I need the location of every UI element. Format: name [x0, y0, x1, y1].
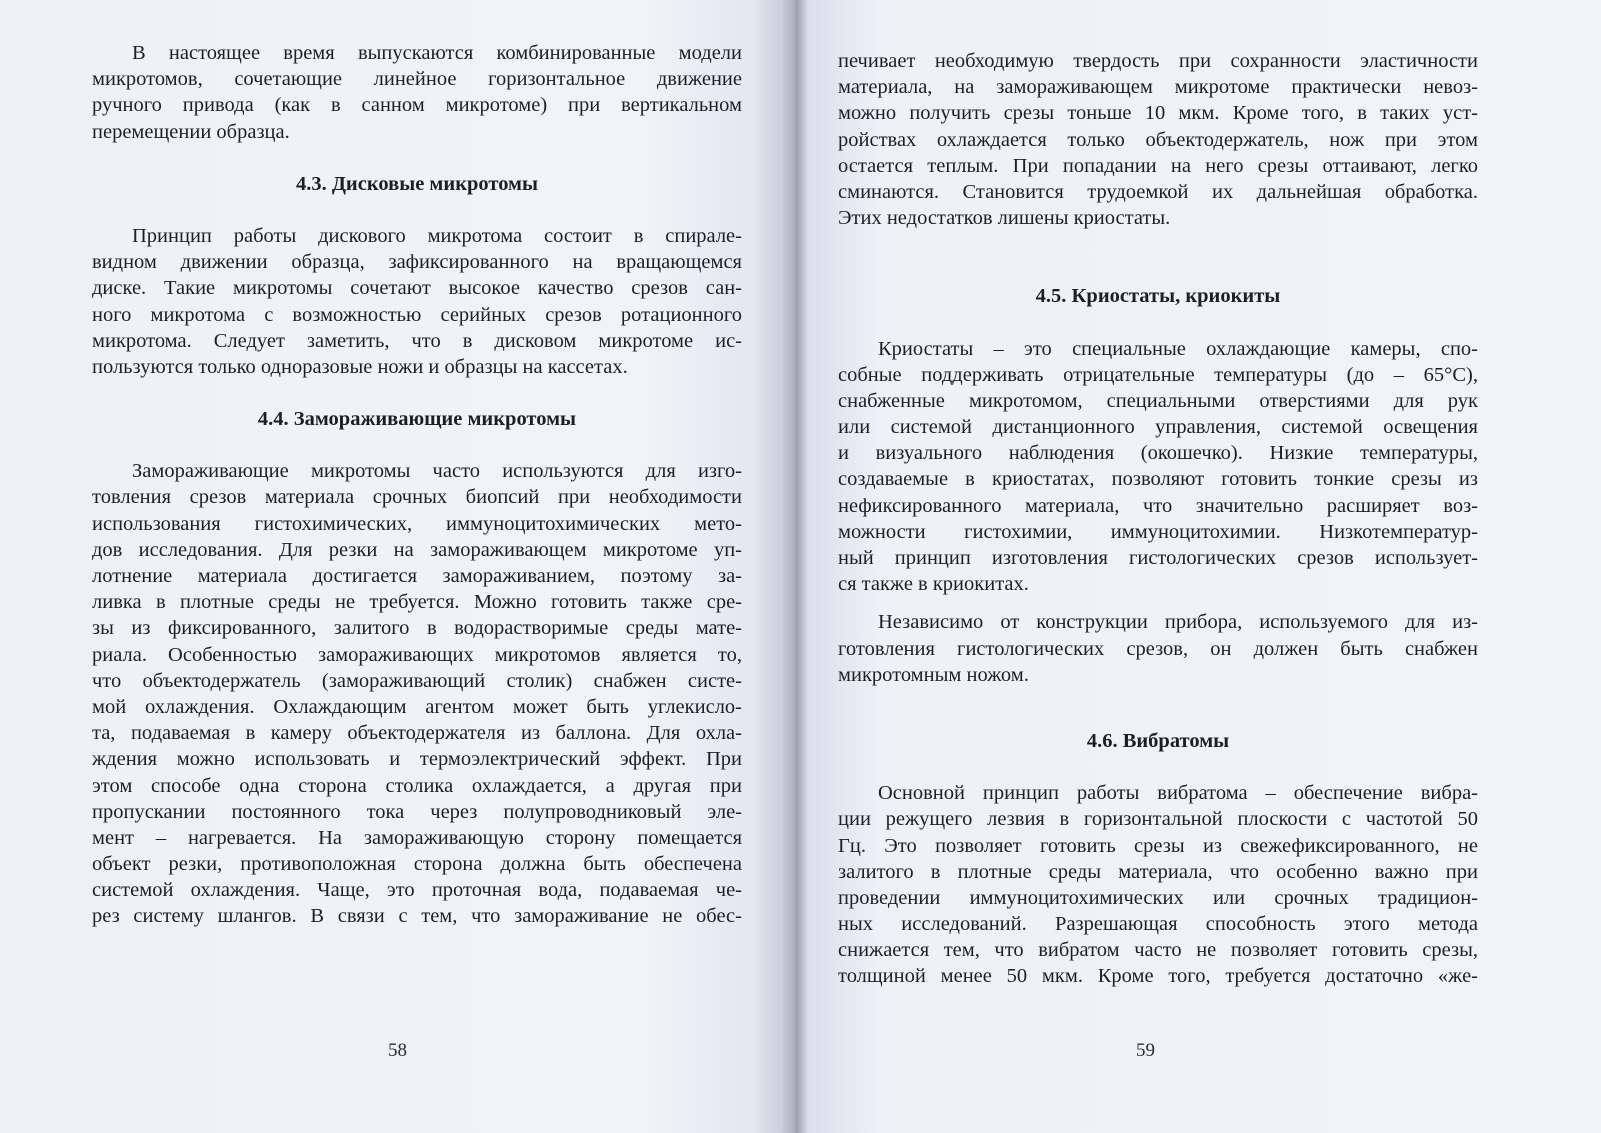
- section-heading: 4.4. Замораживающие микротомы: [257, 408, 577, 431]
- text-line: риала. Особенностью замораживающих микротомов является то,: [92, 643, 742, 666]
- paragraph: [838, 609, 1478, 688]
- text-line: снижается тем, что вибратом часто не позволяет готовить срезы,: [838, 939, 1478, 962]
- text-line: товления срезов материала срочных биопсий при необходимости: [92, 486, 742, 509]
- text-line: видном движении образца, зафиксированного на вращающемся: [92, 251, 742, 274]
- text-line: пропускании постоянного тока через полупроводниковый эле-: [92, 800, 742, 823]
- text-line: мент – нагревается. На замораживающую сторону помещается: [92, 826, 742, 849]
- text-line: микротомов, сочетающие линейное горизонтальное движение: [92, 68, 742, 91]
- text-line: нефиксированного материала, что значительно расширяет воз-: [838, 494, 1478, 517]
- text-line: или системой дистанционного управления, системой освещения: [838, 416, 1478, 439]
- text-line: готовления гистологических срезов, он должен быть снабжен: [838, 637, 1478, 660]
- text-line: Основной принцип работы вибратома – обеспечение вибра-: [878, 782, 1478, 805]
- text-line: ся также в криокитах.: [838, 573, 1029, 596]
- text-line: ройствах охлаждается только объектодержатель, нож при этом: [838, 128, 1478, 151]
- text-line: ных исследований. Разрешающая способность этого метода: [838, 913, 1478, 936]
- text-line: ный принцип изготовления гистологических срезов использует-: [838, 547, 1478, 569]
- text-line: ции режущего лезвия в горизонтальной плоскости с частотой 50: [838, 808, 1478, 831]
- text-line: создаваемые в криостатах, позволяют готовить тонкие срезы из: [838, 468, 1478, 491]
- text-line: снабженные микротомом, специальными отверстиями для рук: [838, 389, 1478, 412]
- text-line: мой охлаждения. Охлаждающим агентом может быть углекисло-: [92, 695, 742, 718]
- text-line: можно получить срезы тоньше 10 мкм. Кроме того, в таких уст-: [838, 102, 1478, 125]
- text-line: зы из фиксированного, залитого в водорастворимые среды мате-: [92, 617, 742, 640]
- text-line: диске. Такие микротомы сочетают высокое качество срезов сан-: [92, 277, 742, 300]
- text-line: этом способе одна сторона столика охлаждается, а другая при: [92, 774, 742, 797]
- text-line: можности гистохимии, иммуноцитохимии. Низкотемператур-: [838, 520, 1478, 543]
- text-line: Замораживающие микротомы часто используются для изго-: [132, 460, 742, 483]
- text-line: проведении иммуноцитохимических или срочных традицион-: [838, 886, 1478, 909]
- text-line: В настоящее время выпускаются комбинированные модели: [132, 42, 742, 64]
- paragraph: [838, 336, 1478, 598]
- text-line: печивает необходимую твердость при сохранности эластичности: [838, 50, 1478, 72]
- paragraph: [92, 223, 742, 380]
- page-number: 58: [388, 1040, 407, 1061]
- text-line: собные поддерживать отрицательные температуры (до – 65°С),: [838, 363, 1478, 386]
- text-line: пользуются только одноразовые ножи и образцы на кассетах.: [92, 355, 628, 378]
- text-line: микротома. Следует заметить, что в дисковом микротоме ис-: [92, 329, 742, 352]
- text-line: Независимо от конструкции прибора, используемого для из-: [878, 611, 1478, 634]
- text-line: микротомным ножом.: [838, 663, 1029, 686]
- text-line: остается теплым. При попадании на него срезы оттаивают, легко: [838, 154, 1478, 177]
- section-heading: 4.3. Дисковые микротомы: [295, 172, 539, 195]
- text-line: Принцип работы дискового микротома состоит в спирале-: [132, 224, 742, 247]
- text-line: ливка в плотные среды не требуется. Можно готовить также сре-: [92, 591, 742, 614]
- book-gutter: [782, 0, 808, 1133]
- text-line: ждения можно использовать и термоэлектрический эффект. При: [92, 748, 742, 771]
- paragraph: [92, 40, 742, 145]
- text-line: перемещении образца.: [92, 120, 290, 143]
- text-line: рез систему шлангов. В связи с тем, что замораживание не обес-: [92, 905, 742, 928]
- text-line: использования гистохимических, иммуноцитохимических мето-: [92, 512, 742, 535]
- text-line: системой охлаждения. Чаще, это проточная вода, подаваемая че-: [92, 879, 742, 902]
- paragraph: [838, 48, 1478, 231]
- text-line: и визуального наблюдения (окошечко). Низкие температуры,: [838, 442, 1478, 465]
- text-line: дов исследования. Для резки на замораживающем микротоме уп-: [92, 538, 742, 561]
- left-page: [92, 40, 742, 930]
- section-heading: 4.5. Криостаты, криокиты: [1035, 285, 1281, 308]
- section-heading: 4.6. Вибратомы: [1086, 729, 1230, 752]
- page-number: 59: [1136, 1040, 1155, 1061]
- text-line: залитого в плотные среды материала, что особенно важно при: [838, 860, 1478, 883]
- text-line: сминаются. Становится трудоемкой их дальнейшая обработка.: [838, 180, 1478, 203]
- text-line: Криостаты – это специальные охлаждающие камеры, спо-: [878, 337, 1478, 360]
- text-line: ручного привода (как в санном микротоме) при вертикальном: [92, 94, 742, 117]
- text-line: толщиной менее 50 мкм. Кроме того, требуется достаточно «же-: [838, 965, 1478, 988]
- text-line: что объектодержатель (замораживающий столик) снабжен систе-: [92, 669, 742, 692]
- text-line: та, подаваемая в камеру объектодержателя из баллона. Для охла-: [92, 722, 742, 745]
- right-page: [838, 48, 1478, 990]
- text-line: Гц. Это позволяет готовить срезы из свежефиксированного, не: [838, 834, 1478, 857]
- text-line: объект резки, противоположная сторона должна быть обеспечена: [92, 853, 742, 876]
- paragraph: [92, 458, 742, 929]
- paragraph: [838, 780, 1478, 990]
- text-line: Этих недостатков лишены криостаты.: [838, 207, 1171, 230]
- text-line: лотнение материала достигается замораживанием, поэтому за-: [92, 565, 742, 587]
- text-line: материала, на замораживающем микротоме практически невоз-: [838, 76, 1478, 99]
- text-line: ного микротома с возможностью серийных срезов ротационного: [92, 303, 742, 326]
